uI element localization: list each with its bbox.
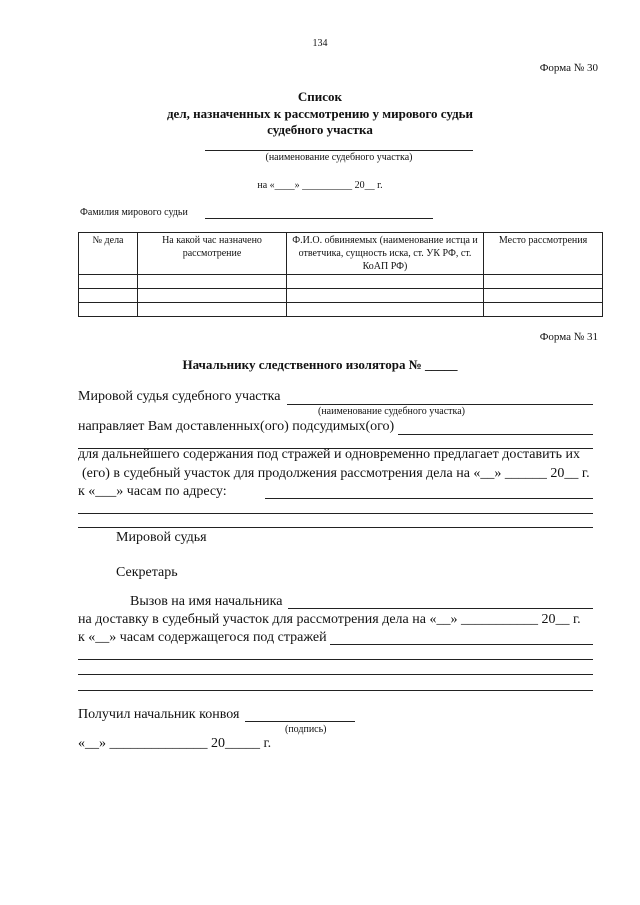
form31-hour-line: к «__» часам содержащегося под стражей	[78, 630, 327, 645]
form30-title-line1: Список	[297, 89, 343, 104]
form31-para-line3: к «___» часам по адресу:	[78, 484, 227, 499]
table-cell[interactable]	[79, 289, 138, 303]
form31-blank-line[interactable]	[78, 674, 593, 675]
form31-call-line: Вызов на имя начальника	[130, 594, 283, 609]
form30-court-blank[interactable]	[205, 150, 473, 151]
table-row	[79, 289, 603, 303]
form31-judge-line: Мировой судья судебного участка	[78, 389, 281, 404]
form31-title: Начальнику следственного изолятора № _____	[182, 357, 458, 372]
table-cell[interactable]	[287, 275, 484, 289]
form31-defendant-blank[interactable]	[398, 434, 593, 435]
table-cell[interactable]	[287, 289, 484, 303]
table-cell[interactable]	[484, 289, 603, 303]
cases-table-header	[79, 233, 603, 275]
form31-detainee-blank[interactable]	[330, 644, 593, 645]
table-cell[interactable]	[138, 275, 287, 289]
table-cell[interactable]	[287, 303, 484, 317]
form31-address-blank[interactable]	[265, 498, 593, 499]
table-cell[interactable]	[79, 303, 138, 317]
table-cell[interactable]	[484, 303, 603, 317]
form31-delivery-line: на доставку в судебный участок для рассмотрения дела на «__» ___________ 20__ г.	[78, 612, 581, 627]
table-header-names: Ф.И.О. обвиняемых (наименование истца и ответчика, сущность иска, ст. УК РФ, ст. КоАП РФ)	[287, 233, 484, 275]
cases-table	[78, 232, 603, 317]
form31-label: Форма № 31	[539, 331, 598, 343]
table-header-case-number: № дела	[79, 233, 138, 275]
form31-final-date: «__» ______________ 20_____ г.	[78, 736, 272, 751]
form31-sign-secretary: Секретарь	[116, 565, 178, 580]
form31-court-caption: (наименование судебного участка)	[318, 406, 466, 417]
form30-title-line2: дел, назначенных к рассмотрению у мирового судьи	[166, 106, 474, 121]
form30-label: Форма № 30	[539, 62, 598, 74]
page-number: 134	[312, 38, 328, 49]
table-row	[79, 303, 603, 317]
form31-sign-judge: Мировой судья	[116, 530, 207, 545]
form31-sends-line: направляет Вам доставленных(ого) подсудимых(ого)	[78, 419, 395, 434]
form30-date-line: на «____» __________ 20__ г.	[257, 180, 383, 191]
table-cell[interactable]	[138, 303, 287, 317]
form31-para-line2: (его) в судебный участок для продолжения рассмотрения дела на «__» ______ 20__ г.	[82, 466, 590, 481]
form31-chief-blank[interactable]	[288, 608, 593, 609]
table-row	[79, 275, 603, 289]
form31-blank-line[interactable]	[78, 690, 593, 691]
form31-court-blank[interactable]	[287, 404, 593, 405]
form31-signature-blank[interactable]	[245, 721, 355, 722]
form30-title-line3: судебного участка	[267, 122, 373, 137]
form30-judge-blank[interactable]	[205, 218, 433, 219]
form31-blank-line[interactable]	[78, 659, 593, 660]
table-cell[interactable]	[484, 275, 603, 289]
form30-judge-label: Фамилия мирового судьи	[80, 207, 188, 218]
form30-court-caption: (наименование судебного участка)	[265, 152, 413, 163]
form31-signature-caption: (подпись)	[285, 724, 327, 735]
form31-blank-line[interactable]	[78, 513, 593, 514]
form31-para-line1: для дальнейшего содержания под стражей и одновременно предлагает доставить их	[78, 447, 581, 462]
table-header-place: Место рассмотрения	[484, 233, 603, 275]
form31-received-line: Получил начальник конвоя	[78, 707, 240, 722]
table-cell[interactable]	[138, 289, 287, 303]
table-header-time: На какой час назначено рассмотрение	[138, 233, 287, 275]
table-cell[interactable]	[79, 275, 138, 289]
form31-blank-line[interactable]	[78, 527, 593, 528]
